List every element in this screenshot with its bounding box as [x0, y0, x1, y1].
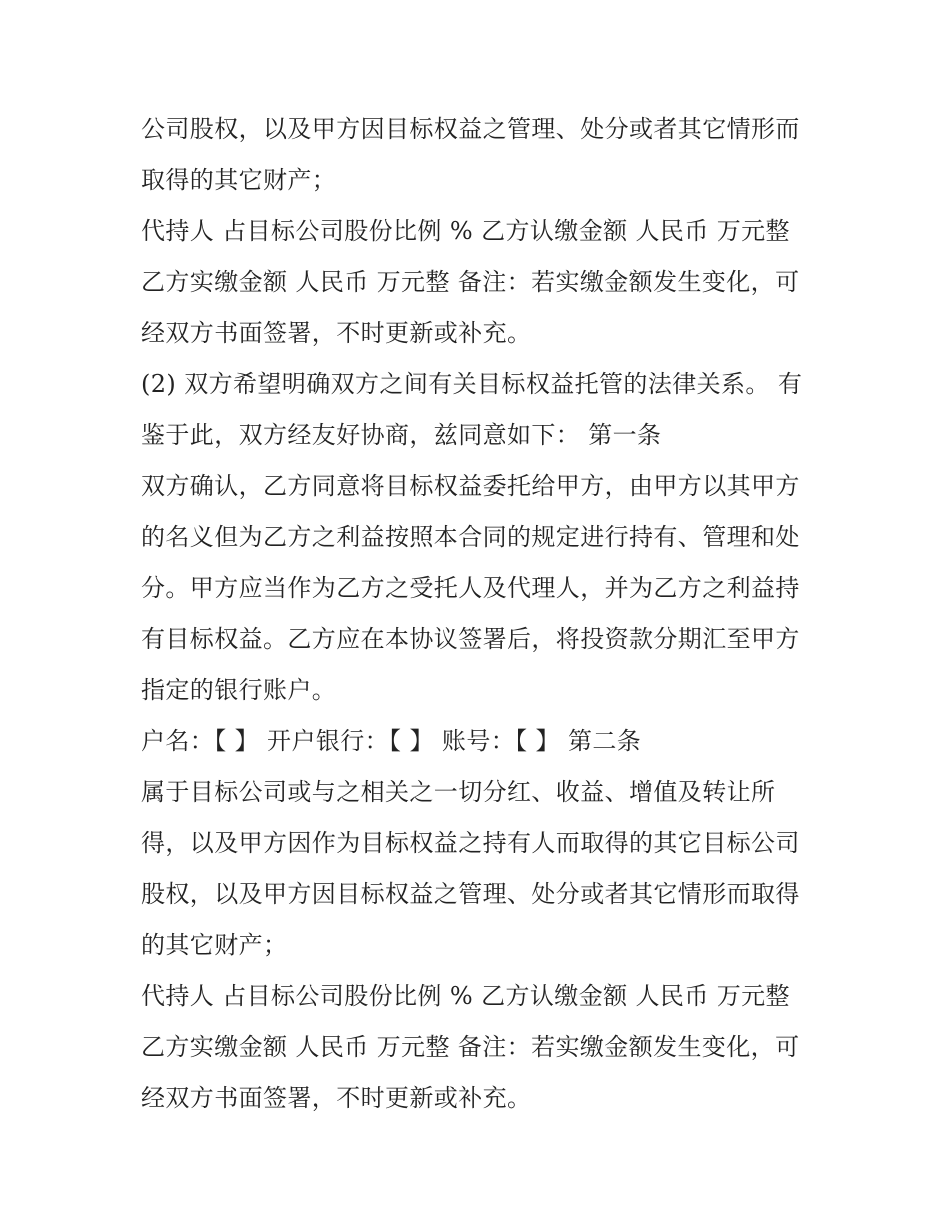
text-line: 公司股权，以及甲方因目标权益之管理、处分或者其它情形而 — [141, 115, 800, 143]
text-line: 的名义但为乙方之利益按照本合同的规定进行持有、管理和处 — [141, 523, 800, 551]
text-line: 经双方书面签署，不时更新或补充。 — [141, 319, 532, 347]
text-line: 股权，以及甲方因目标权益之管理、处分或者其它情形而取得 — [141, 880, 800, 908]
text-line: 得，以及甲方因作为目标权益之持有人而取得的其它目标公司 — [141, 829, 800, 857]
text-line: 有目标权益。乙方应在本协议签署后，将投资款分期汇至甲方 — [141, 625, 800, 653]
document-body — [141, 104, 821, 1124]
text-line: 经双方书面签署，不时更新或补充。 — [141, 1084, 532, 1112]
text-line: 分。甲方应当作为乙方之受托人及代理人，并为乙方之利益持 — [141, 574, 800, 602]
text-line: 乙方实缴金额 人民币 万元整 备注：若实缴金额发生变化，可 — [141, 1033, 800, 1061]
text-line: 双方确认，乙方同意将目标权益委托给甲方，由甲方以其甲方 — [141, 472, 800, 500]
text-line: 属于目标公司或与之相关之一切分红、收益、增值及转让所 — [141, 778, 776, 806]
text-line: 户名：【 】 开户银行：【 】 账号：【 】 第二条 — [141, 727, 642, 755]
text-line: 乙方实缴金额 人民币 万元整 备注：若实缴金额发生变化，可 — [141, 268, 800, 296]
text-line: 代持人 占目标公司股份比例 % 乙方认缴金额 人民币 万元整 — [141, 217, 790, 245]
text-line: 代持人 占目标公司股份比例 % 乙方认缴金额 人民币 万元整 — [141, 982, 790, 1010]
text-line: (2) 双方希望明确双方之间有关目标权益托管的法律关系。 有 — [141, 370, 803, 398]
text-line: 取得的其它财产； — [141, 166, 337, 194]
text-line: 的其它财产； — [141, 931, 288, 959]
text-line: 鉴于此，双方经友好协商，兹同意如下： 第一条 — [141, 421, 662, 449]
text-line: 指定的银行账户。 — [141, 676, 337, 704]
